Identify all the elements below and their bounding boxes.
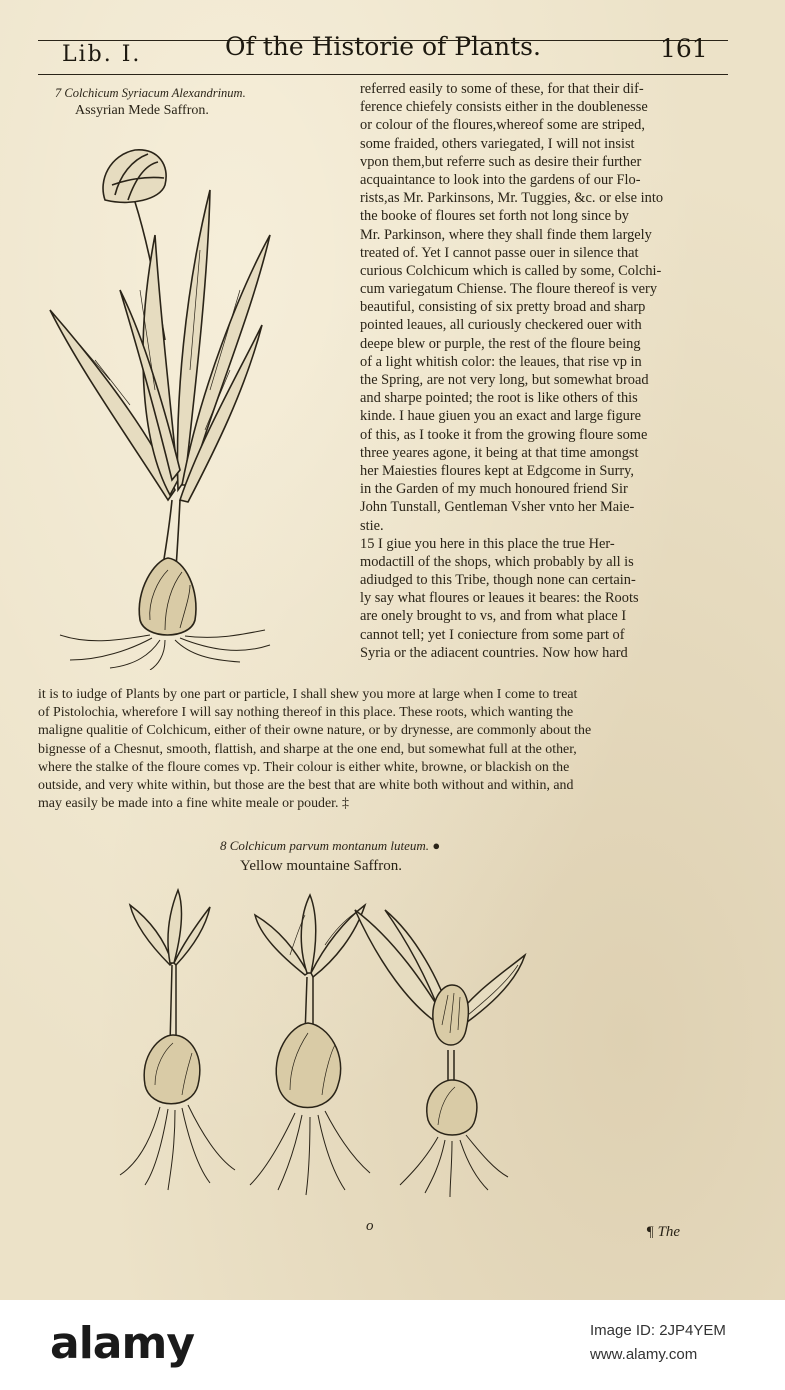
figure8-english-caption: Yellow mountaine Saffron. <box>240 858 402 874</box>
figure7-latin-caption: 7 Colchicum Syriacum Alexandrinum. <box>55 86 246 100</box>
signature-mark: o <box>366 1218 374 1234</box>
image-id-label: Image ID: 2JP4YEM <box>590 1322 726 1339</box>
header-rule-bottom <box>38 74 728 75</box>
right-column-text: referred easily to some of these, for that their dif- ference chiefely consists either in the doublenesse or colour of the floures,whereof some are striped, some fraided, others variegated, I will not insist vpon them,but referre such as desire their further acquaintance to look into the gardens of our Flo- rists,as Mr. Parkinsons, Mr. Tuggies, &c. or else into the booke of floures set forth not long since by Mr. Parkinson, where they shall finde them largely treated of. Yet I cannot passe ouer in silence that curious Colchicum which is called by some, Colchi- cum variegatum Chiense. The floure thereof is very beautiful, consisting of six pretty broad and sharp pointed leaues, all curiously checkered ouer with deepe blew or purple, the rest of the floure being of a light whitish color: the leaues, that rise vp in the Spring, are not very long, but somewhat broad and sharpe pointed; the root is like others of this kinde. I haue giuen you an exact and large figure of this, as I tooke it from the growing floure some three yeares agone, it being at that time amongst her Maiesties floures kept at Edgcome in Surry, in the Garden of my much honoured friend Sir John Tunstall, Gentleman Vsher vnto her Maie- stie. 15 I giue you here in this place the true Her- modactill of the shops, which probably by all is adiudged to this Tribe, though none can certain- ly say what floures or leaues it beares: the Roots are onely brought to vs, and from what place I cannot tell; yet I coniecture from some part of Syria or the adiacent countries. Now how hard <box>360 81 664 661</box>
full-width-text: it is to iudge of Plants by one part or particle, I shall shew you more at large when I come to treat of Pistolochia, wherefore I will say nothing thereof in this place. These roots, which wanting the maligne qualitie of Colchicum, either of their owne nature, or by drynesse, are commonly about the bignesse of a Chesnut, smooth, flattish, and sharpe at the one end, but somewhat full at the other, where the stalke of the floure comes vp. Their colour is either white, browne, or blackish on the outside, and very white within, but those are the best that are white both without and within, and may easily be made into a fine white meale or pouder. ‡ <box>38 687 592 812</box>
figure8-woodcut <box>110 885 540 1205</box>
running-title: Of the Historie of Plants. <box>225 32 541 61</box>
figure8-latin-caption: 8 Colchicum parvum montanum luteum. ● <box>220 838 441 853</box>
figure7-english-caption: Assyrian Mede Saffron. <box>75 103 209 118</box>
figure7-woodcut <box>40 140 350 670</box>
alamy-logo: alamy <box>50 1318 194 1369</box>
page-number: 161 <box>660 34 708 63</box>
book-label: Lib. I. <box>62 42 142 67</box>
catchword: ¶ The <box>646 1224 681 1240</box>
stock-url-label: www.alamy.com <box>590 1346 698 1363</box>
